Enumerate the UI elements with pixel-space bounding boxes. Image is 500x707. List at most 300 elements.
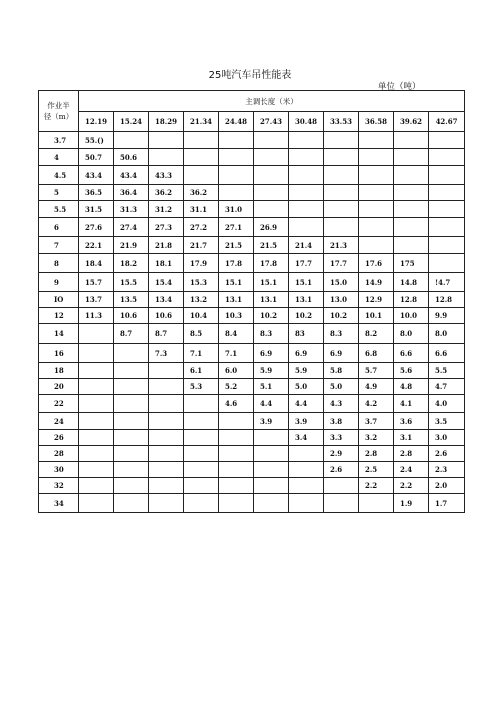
capacity-cell: 31.3	[114, 201, 149, 218]
capacity-cell: 6.0	[219, 363, 254, 379]
capacity-cell: 17.7	[324, 254, 359, 273]
capacity-cell	[114, 430, 149, 446]
capacity-cell: 10.6	[114, 308, 149, 324]
capacity-cell	[219, 446, 254, 462]
radius-cell: 20	[39, 379, 79, 395]
capacity-cell: 6.9	[289, 344, 324, 363]
capacity-cell: 1.7	[429, 494, 465, 513]
capacity-cell	[79, 413, 114, 430]
capacity-cell	[359, 166, 394, 185]
capacity-cell	[114, 494, 149, 513]
capacity-cell: 36.4	[114, 185, 149, 201]
capacity-cell: 5.1	[254, 379, 289, 395]
capacity-cell	[149, 132, 184, 149]
radius-cell: 22	[39, 395, 79, 413]
capacity-cell: 7.1	[184, 344, 219, 363]
radius-cell: 4	[39, 149, 79, 166]
capacity-cell: 50.6	[114, 149, 149, 166]
capacity-cell	[394, 218, 429, 237]
capacity-cell: 3.0	[429, 430, 465, 446]
capacity-cell: 3.5	[429, 413, 465, 430]
table-row	[39, 132, 465, 149]
capacity-cell	[394, 132, 429, 149]
capacity-cell: 21.5	[254, 237, 289, 254]
capacity-cell: 6.8	[359, 344, 394, 363]
capacity-cell	[149, 363, 184, 379]
boom-length-cell: 30.48	[289, 112, 324, 132]
radius-cell: 26	[39, 430, 79, 446]
table-row	[39, 462, 465, 478]
capacity-cell	[254, 185, 289, 201]
capacity-cell: 27.6	[79, 218, 114, 237]
capacity-cell: 4.9	[359, 379, 394, 395]
capacity-cell: 27.3	[149, 218, 184, 237]
capacity-cell: 7.1	[219, 344, 254, 363]
capacity-cell	[149, 446, 184, 462]
capacity-cell: 8.7	[149, 324, 184, 344]
capacity-cell	[184, 166, 219, 185]
capacity-cell: 10.1	[359, 308, 394, 324]
capacity-cell: 4.3	[324, 395, 359, 413]
capacity-cell	[254, 201, 289, 218]
capacity-cell: 13.1	[254, 292, 289, 308]
capacity-cell: 3.2	[359, 430, 394, 446]
capacity-cell: 13.7	[79, 292, 114, 308]
capacity-cell: 55.()	[79, 132, 114, 149]
capacity-cell: 2.6	[429, 446, 465, 462]
capacity-cell: 12.8	[394, 292, 429, 308]
capacity-cell: 4.6	[219, 395, 254, 413]
boom-length-cell: 21.34	[184, 112, 219, 132]
capacity-cell: 27.2	[184, 218, 219, 237]
table-row	[39, 446, 465, 462]
radius-cell: 18	[39, 363, 79, 379]
table-row	[39, 292, 465, 308]
capacity-cell: 10.2	[254, 308, 289, 324]
capacity-cell	[219, 413, 254, 430]
capacity-cell: 1.9	[394, 494, 429, 513]
table-row	[39, 430, 465, 446]
capacity-cell	[149, 462, 184, 478]
capacity-cell: 4.2	[359, 395, 394, 413]
table-row	[39, 201, 465, 218]
capacity-cell: 4.4	[289, 395, 324, 413]
capacity-cell	[429, 166, 465, 185]
capacity-cell: 26.9	[254, 218, 289, 237]
capacity-cell: 2.8	[359, 446, 394, 462]
capacity-cell: 5.0	[289, 379, 324, 395]
capacity-cell	[394, 149, 429, 166]
capacity-cell: 21.7	[184, 237, 219, 254]
radius-cell: 5.5	[39, 201, 79, 218]
capacity-cell: 13.1	[289, 292, 324, 308]
capacity-cell: 17.7	[289, 254, 324, 273]
capacity-cell: 2.8	[394, 446, 429, 462]
capacity-cell: 10.0	[394, 308, 429, 324]
radius-header	[39, 91, 79, 132]
boom-length-cell: 33.53	[324, 112, 359, 132]
boom-length-cell: 24.48	[219, 112, 254, 132]
capacity-cell	[149, 413, 184, 430]
boom-length-cell: 12.19	[79, 112, 114, 132]
capacity-cell: 13.0	[324, 292, 359, 308]
capacity-cell: 6.6	[394, 344, 429, 363]
capacity-cell	[184, 149, 219, 166]
boom-length-cell: 27.43	[254, 112, 289, 132]
capacity-cell	[324, 149, 359, 166]
capacity-cell: 5.9	[289, 363, 324, 379]
boom-length-header: 主调长度（米）	[79, 91, 465, 112]
capacity-cell	[289, 201, 324, 218]
capacity-cell: 5.8	[324, 363, 359, 379]
capacity-cell	[79, 446, 114, 462]
unit-label: 单位（吨）	[378, 82, 421, 92]
capacity-cell: 13.1	[219, 292, 254, 308]
table-row	[39, 395, 465, 413]
capacity-cell	[429, 149, 465, 166]
capacity-cell	[394, 237, 429, 254]
capacity-cell: 8.4	[219, 324, 254, 344]
capacity-cell: 50.7	[79, 149, 114, 166]
radius-cell: 14	[39, 324, 79, 344]
capacity-cell: 21.3	[324, 237, 359, 254]
table-row	[39, 379, 465, 395]
capacity-cell	[324, 166, 359, 185]
capacity-cell: 14.9	[359, 273, 394, 292]
capacity-cell	[289, 494, 324, 513]
capacity-cell: 4.7	[429, 379, 465, 395]
capacity-cell	[289, 149, 324, 166]
table-row	[39, 344, 465, 363]
capacity-cell: 36.2	[184, 185, 219, 201]
capacity-cell: 10.6	[149, 308, 184, 324]
capacity-cell	[254, 462, 289, 478]
capacity-cell	[324, 185, 359, 201]
capacity-cell: 2.6	[324, 462, 359, 478]
capacity-cell	[289, 446, 324, 462]
capacity-cell: 27.1	[219, 218, 254, 237]
capacity-cell: 22.1	[79, 237, 114, 254]
boom-length-cell: 42.67	[429, 112, 465, 132]
capacity-cell	[359, 237, 394, 254]
boom-length-cell: 39.62	[394, 112, 429, 132]
capacity-cell: 18.2	[114, 254, 149, 273]
capacity-cell: 15.4	[149, 273, 184, 292]
capacity-cell	[219, 478, 254, 494]
capacity-cell	[254, 446, 289, 462]
capacity-cell: 4.8	[394, 379, 429, 395]
capacity-cell: 21.4	[289, 237, 324, 254]
radius-cell: 7	[39, 237, 79, 254]
capacity-cell	[79, 379, 114, 395]
capacity-cell	[114, 478, 149, 494]
capacity-cell: 3.6	[394, 413, 429, 430]
capacity-cell: 5.3	[184, 379, 219, 395]
capacity-cell: 31.1	[184, 201, 219, 218]
radius-cell: 24	[39, 413, 79, 430]
capacity-cell: 8.0	[394, 324, 429, 344]
capacity-cell	[184, 446, 219, 462]
table-row	[39, 237, 465, 254]
capacity-cell	[114, 413, 149, 430]
radius-cell: 12	[39, 308, 79, 324]
capacity-cell	[359, 149, 394, 166]
capacity-cell: 18.1	[149, 254, 184, 273]
capacity-cell	[114, 132, 149, 149]
capacity-cell	[289, 462, 324, 478]
table-row	[39, 494, 465, 513]
table-row	[39, 478, 465, 494]
capacity-cell: 8.7	[114, 324, 149, 344]
capacity-cell	[114, 395, 149, 413]
capacity-cell	[254, 430, 289, 446]
capacity-cell: 3.9	[254, 413, 289, 430]
capacity-cell	[184, 494, 219, 513]
capacity-cell: 3.9	[289, 413, 324, 430]
capacity-cell	[429, 237, 465, 254]
capacity-cell: 13.2	[184, 292, 219, 308]
capacity-cell	[289, 478, 324, 494]
capacity-cell	[114, 363, 149, 379]
capacity-cell: 14.8	[394, 273, 429, 292]
capacity-cell	[429, 218, 465, 237]
capacity-cell	[184, 478, 219, 494]
capacity-cell	[149, 379, 184, 395]
capacity-cell: 21.9	[114, 237, 149, 254]
capacity-cell: 36.2	[149, 185, 184, 201]
radius-cell: 30	[39, 462, 79, 478]
capacity-cell	[149, 149, 184, 166]
capacity-cell	[114, 344, 149, 363]
capacity-cell	[324, 494, 359, 513]
table-row	[39, 149, 465, 166]
capacity-cell	[394, 166, 429, 185]
capacity-cell: 18.4	[79, 254, 114, 273]
capacity-cell: 17.8	[254, 254, 289, 273]
capacity-cell: 36.5	[79, 185, 114, 201]
capacity-cell: 5.6	[394, 363, 429, 379]
table-row	[39, 308, 465, 324]
capacity-cell: 5.7	[359, 363, 394, 379]
capacity-cell	[149, 430, 184, 446]
table-row	[39, 185, 465, 201]
table-row	[39, 218, 465, 237]
capacity-cell: 2.4	[394, 462, 429, 478]
capacity-cell	[219, 166, 254, 185]
capacity-cell: 2.5	[359, 462, 394, 478]
table-row	[39, 254, 465, 273]
capacity-cell	[219, 494, 254, 513]
capacity-cell: 6.1	[184, 363, 219, 379]
capacity-cell	[79, 395, 114, 413]
capacity-cell: 6.6	[429, 344, 465, 363]
capacity-cell: 2.3	[429, 462, 465, 478]
radius-cell: 34	[39, 494, 79, 513]
capacity-cell	[324, 132, 359, 149]
capacity-cell: 175	[394, 254, 429, 273]
capacity-cell: 8.2	[359, 324, 394, 344]
capacity-cell	[429, 132, 465, 149]
capacity-cell: 21.5	[219, 237, 254, 254]
capacity-cell: 15.1	[219, 273, 254, 292]
capacity-cell: 12.9	[359, 292, 394, 308]
capacity-cell: 15.0	[324, 273, 359, 292]
capacity-cell: 9.9	[429, 308, 465, 324]
capacity-cell	[219, 132, 254, 149]
radius-cell: 8	[39, 254, 79, 273]
capacity-cell	[359, 132, 394, 149]
capacity-cell	[219, 149, 254, 166]
capacity-cell: 10.4	[184, 308, 219, 324]
capacity-cell	[79, 430, 114, 446]
radius-cell: 5	[39, 185, 79, 201]
radius-cell: 32	[39, 478, 79, 494]
capacity-cell: 4.4	[254, 395, 289, 413]
capacity-cell	[79, 363, 114, 379]
capacity-cell	[359, 494, 394, 513]
capacity-cell	[219, 462, 254, 478]
boom-length-cell: 36.58	[359, 112, 394, 132]
capacity-cell	[359, 185, 394, 201]
capacity-cell: 4.1	[394, 395, 429, 413]
capacity-cell	[359, 201, 394, 218]
capacity-cell: 3.4	[289, 430, 324, 446]
capacity-cell: 13.4	[149, 292, 184, 308]
capacity-cell	[79, 494, 114, 513]
capacity-cell: 5.2	[219, 379, 254, 395]
capacity-cell	[429, 254, 465, 273]
capacity-cell: 6.9	[324, 344, 359, 363]
radius-header-line2: 径（m）	[43, 112, 74, 121]
capacity-cell: 8.3	[254, 324, 289, 344]
radius-cell: 9	[39, 273, 79, 292]
capacity-cell: 2.9	[324, 446, 359, 462]
capacity-cell: 27.4	[114, 218, 149, 237]
capacity-cell	[324, 218, 359, 237]
capacity-cell: 5.0	[324, 379, 359, 395]
capacity-cell	[289, 132, 324, 149]
boom-length-cell: 18.29	[149, 112, 184, 132]
radius-cell: 4.5	[39, 166, 79, 185]
capacity-cell	[184, 430, 219, 446]
capacity-cell	[254, 478, 289, 494]
capacity-cell: 6.9	[254, 344, 289, 363]
capacity-cell	[114, 462, 149, 478]
capacity-cell: 10.2	[324, 308, 359, 324]
capacity-cell: !4.7	[429, 273, 465, 292]
capacity-cell: 15.1	[254, 273, 289, 292]
capacity-cell: 7.3	[149, 344, 184, 363]
load-chart-table	[38, 90, 465, 513]
radius-header-line1: 作业半	[47, 101, 70, 110]
table-row	[39, 363, 465, 379]
capacity-cell: 2.2	[394, 478, 429, 494]
table-row	[39, 273, 465, 292]
capacity-cell	[254, 494, 289, 513]
radius-cell: 28	[39, 446, 79, 462]
table-row	[39, 413, 465, 430]
capacity-cell	[429, 185, 465, 201]
capacity-cell	[149, 478, 184, 494]
capacity-cell	[149, 494, 184, 513]
capacity-cell	[79, 324, 114, 344]
capacity-cell: 8.5	[184, 324, 219, 344]
document-title: 25吨汽车吊性能表	[208, 70, 292, 81]
capacity-cell: 43.4	[114, 166, 149, 185]
radius-cell: 6	[39, 218, 79, 237]
capacity-cell	[324, 478, 359, 494]
capacity-cell: 13.5	[114, 292, 149, 308]
capacity-cell: 3.3	[324, 430, 359, 446]
capacity-cell: 11.3	[79, 308, 114, 324]
capacity-cell	[184, 462, 219, 478]
capacity-cell: 12.8	[429, 292, 465, 308]
capacity-cell: 31.0	[219, 201, 254, 218]
capacity-cell: 10.3	[219, 308, 254, 324]
capacity-cell: 21.8	[149, 237, 184, 254]
capacity-cell: 10.2	[289, 308, 324, 324]
capacity-cell	[219, 185, 254, 201]
capacity-cell	[394, 201, 429, 218]
capacity-cell: 3.8	[324, 413, 359, 430]
capacity-cell	[149, 395, 184, 413]
capacity-cell: 8.3	[324, 324, 359, 344]
table-row	[39, 324, 465, 344]
capacity-cell: 3.7	[359, 413, 394, 430]
capacity-cell: 15.1	[289, 273, 324, 292]
capacity-cell	[254, 132, 289, 149]
boom-length-cell: 15.24	[114, 112, 149, 132]
radius-cell: 3.7	[39, 132, 79, 149]
table-row	[39, 166, 465, 185]
capacity-cell: 5.5	[429, 363, 465, 379]
capacity-cell	[359, 218, 394, 237]
capacity-cell: 31.5	[79, 201, 114, 218]
capacity-cell: 15.7	[79, 273, 114, 292]
capacity-cell: 83	[289, 324, 324, 344]
capacity-cell: 17.8	[219, 254, 254, 273]
capacity-cell: 17.6	[359, 254, 394, 273]
capacity-cell	[394, 185, 429, 201]
capacity-cell: 15.3	[184, 273, 219, 292]
capacity-cell: 31.2	[149, 201, 184, 218]
capacity-cell	[79, 478, 114, 494]
capacity-cell: 43.4	[79, 166, 114, 185]
capacity-cell: 17.9	[184, 254, 219, 273]
capacity-cell: 4.0	[429, 395, 465, 413]
capacity-cell	[429, 201, 465, 218]
capacity-cell	[219, 430, 254, 446]
capacity-cell: 2.0	[429, 478, 465, 494]
capacity-cell	[184, 132, 219, 149]
capacity-cell	[184, 413, 219, 430]
capacity-cell: 5.9	[254, 363, 289, 379]
capacity-cell: 43.3	[149, 166, 184, 185]
capacity-cell	[184, 395, 219, 413]
capacity-cell	[79, 462, 114, 478]
radius-cell: 16	[39, 344, 79, 363]
capacity-cell	[114, 446, 149, 462]
capacity-cell	[289, 185, 324, 201]
capacity-cell: 8.0	[429, 324, 465, 344]
capacity-cell: 15.5	[114, 273, 149, 292]
capacity-cell	[114, 379, 149, 395]
capacity-cell	[289, 218, 324, 237]
capacity-cell	[289, 166, 324, 185]
capacity-cell: 3.1	[394, 430, 429, 446]
capacity-cell: 2.2	[359, 478, 394, 494]
capacity-cell	[254, 149, 289, 166]
